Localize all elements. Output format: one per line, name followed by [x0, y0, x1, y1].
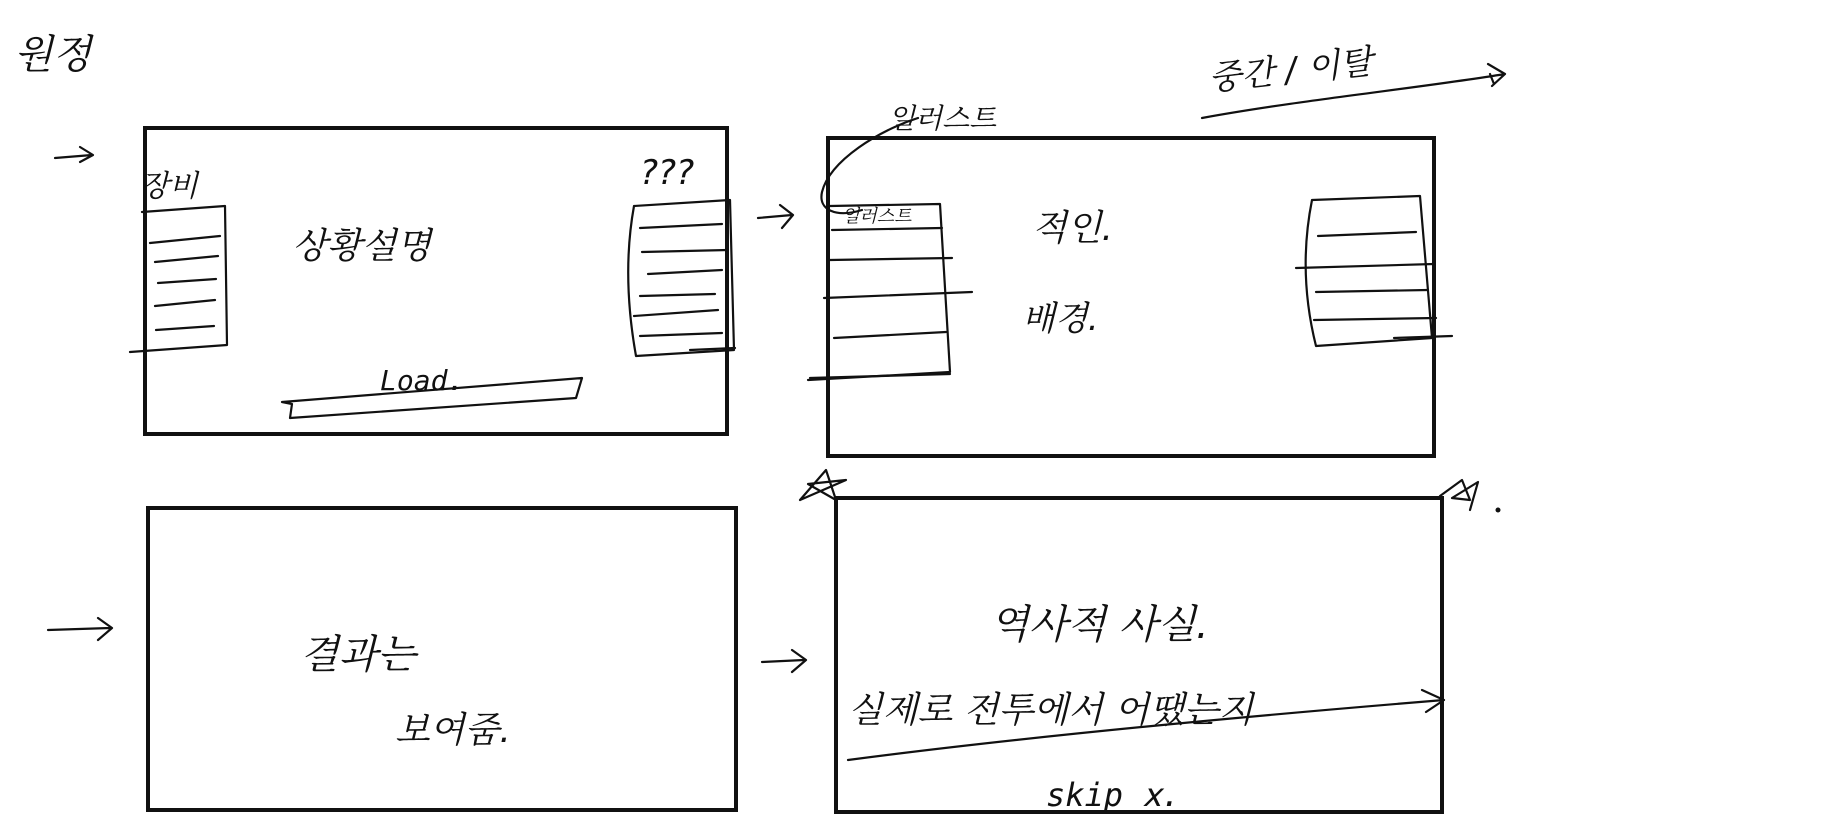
screen-2-left-list-panel: [808, 204, 972, 380]
arrow-3-to-4: [762, 650, 806, 672]
screen-3-center-text-2: 보여줌.: [395, 710, 511, 751]
screen-2-right-list-panel: [1296, 196, 1452, 346]
screen-1: [55, 128, 735, 434]
screen-4-skip-text: skip ⅹ.: [1046, 776, 1181, 814]
entry-arrow-1: [55, 147, 93, 162]
arrow-1-to-2: [758, 205, 793, 228]
screen-2-center-text-2: 배경.: [1022, 299, 1099, 339]
screen-4: [836, 498, 1444, 814]
screen-1-load-text: Load.: [380, 364, 465, 397]
screen-1-right-label: ???: [640, 153, 695, 193]
screen-2-center-text-1: 적인.: [1032, 208, 1113, 249]
entry-arrow-3: [48, 618, 112, 640]
star-marker-2: [1440, 480, 1478, 510]
screen-4-center-text: 역사적 사실.: [990, 602, 1209, 648]
screen-3-frame: [148, 508, 736, 810]
star-marker-1: [800, 470, 846, 500]
screen-2-frame: [828, 138, 1434, 456]
screen-1-center-text: 상황설명: [292, 226, 432, 267]
screen-3-center-text-1: 결과는: [300, 632, 416, 678]
screen-2-list-header: 일러스트: [842, 206, 912, 227]
screen-4-struck-text: 실제로 전투에서 어땠는지: [848, 690, 1254, 731]
screen-1-right-list-panel: [628, 200, 735, 356]
screen-3: [48, 508, 736, 810]
screen-1-left-label: 장비: [140, 169, 198, 204]
screen-4-frame: [836, 498, 1442, 812]
screen-2: [808, 102, 1452, 456]
dot-marker: [1496, 508, 1501, 513]
page-title: 원정: [14, 32, 92, 78]
screen-2-callout-label: 일러스트: [888, 102, 997, 135]
top-right-note: 중간 / 이탈: [1206, 41, 1375, 99]
